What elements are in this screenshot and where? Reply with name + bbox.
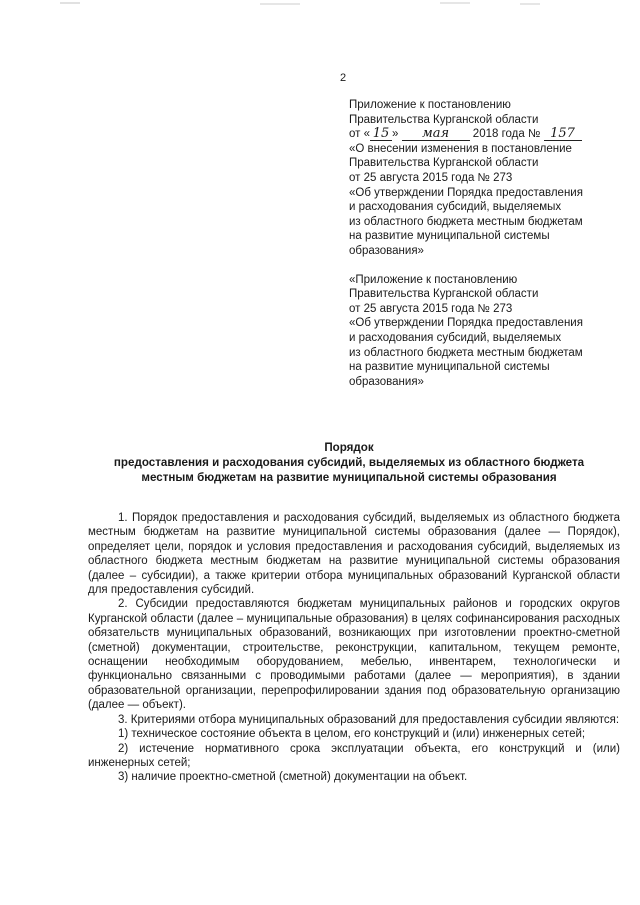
paragraph: 1. Порядок предоставления и расходования субсидий, выделяемых из областного бюджета местным бюджетам на развитие муниципальной системы образования (далее — Порядок), определяет цели, порядок и условия предоставления и расходования субсидий, выделяемых из областного бюджета местным бюджетам на развитие муниципальной системы образования (далее – субсидии), а также критерии отбора муниципальных образований Курганской области для предоставления субсидий. <box>88 512 620 597</box>
appendix-line: на развитие муниципальной системы <box>349 230 550 243</box>
title-line: местным бюджетам на развитие муниципальной системы образования <box>141 471 557 484</box>
scan-edge-noise <box>0 0 640 8</box>
appendix-line: Приложение к постановлению <box>349 99 511 111</box>
paragraph: 3. Критериями отбора муниципальных образований для предоставления субсидии являются: <box>118 713 620 726</box>
appendix-line: Правительства Курганской области <box>349 113 539 126</box>
handwritten-number: 157 <box>544 128 582 141</box>
title-line: предоставления и расходования субсидий, выделяемых из областного бюджета <box>113 456 585 469</box>
appendix-line: от 25 августа 2015 года № 273 <box>349 302 513 315</box>
date-prefix: от « <box>349 128 371 141</box>
appendix-line: из областного бюджета местным бюджетам <box>349 215 583 228</box>
appendix-line: «Приложение к постановлению <box>349 273 518 286</box>
paragraph: 3) наличие проектно-сметной (сметной) документации на объект. <box>118 771 468 784</box>
appendix-line: образования» <box>349 375 424 388</box>
document-title <box>60 440 638 485</box>
appendix-line: «Об утверждении Порядка предоставления <box>349 186 583 199</box>
appendix-line: «О внесении изменения в постановление <box>349 142 572 155</box>
appendix-line: и расходования субсидий, выделяемых <box>349 331 562 344</box>
appendix-line: и расходования субсидий, выделяемых <box>349 201 562 214</box>
appendix-line: «Об утверждении Порядка предоставления <box>349 317 583 330</box>
paragraph: 1) техническое состояние объекта в целом, его конструкций и (или) инженерных сетей; <box>118 728 586 741</box>
document-body <box>88 511 620 785</box>
appendix-line: Правительства Курганской области <box>349 288 539 301</box>
title-line: Порядок <box>324 441 374 454</box>
appendix-line: Правительства Курганской области <box>349 157 539 170</box>
paragraph: 2. Субсидии предоставляются бюджетам муниципальных районов и городских округов Курганской области (далее – муниципальные образования) в целях софинансирования расходных обязательств муниципальных образований, возникающих при изготовлении проектно-сметной (сметной) документации, строительстве, реконструкции, капитальном, текущем ремонте, оснащении необходимым оборудованием, мебелью, инвентарем, технологически и функционально связанными с проводимыми работами (далее — мероприятия), в здании образовательной организации, перепрофилировании здания под образовательную организацию (далее — объект). <box>88 598 620 712</box>
appendix-header <box>349 98 629 389</box>
handwritten-month: мая <box>402 128 470 141</box>
appendix-line: от 25 августа 2015 года № 273 <box>349 171 513 184</box>
appendix-date-line <box>349 127 629 142</box>
appendix-line: образования» <box>349 244 424 257</box>
page-number: 2 <box>340 72 347 84</box>
date-year: 2018 года № <box>469 128 541 141</box>
date-mid: » <box>392 128 402 141</box>
appendix-line: на развитие муниципальной системы <box>349 361 550 374</box>
handwritten-day: 15 <box>370 128 392 141</box>
paragraph: 2) истечение нормативного срока эксплуатации объекта, его конструкций и (или) инженерных сетей; <box>88 742 620 769</box>
appendix-line: из областного бюджета местным бюджетам <box>349 346 583 359</box>
